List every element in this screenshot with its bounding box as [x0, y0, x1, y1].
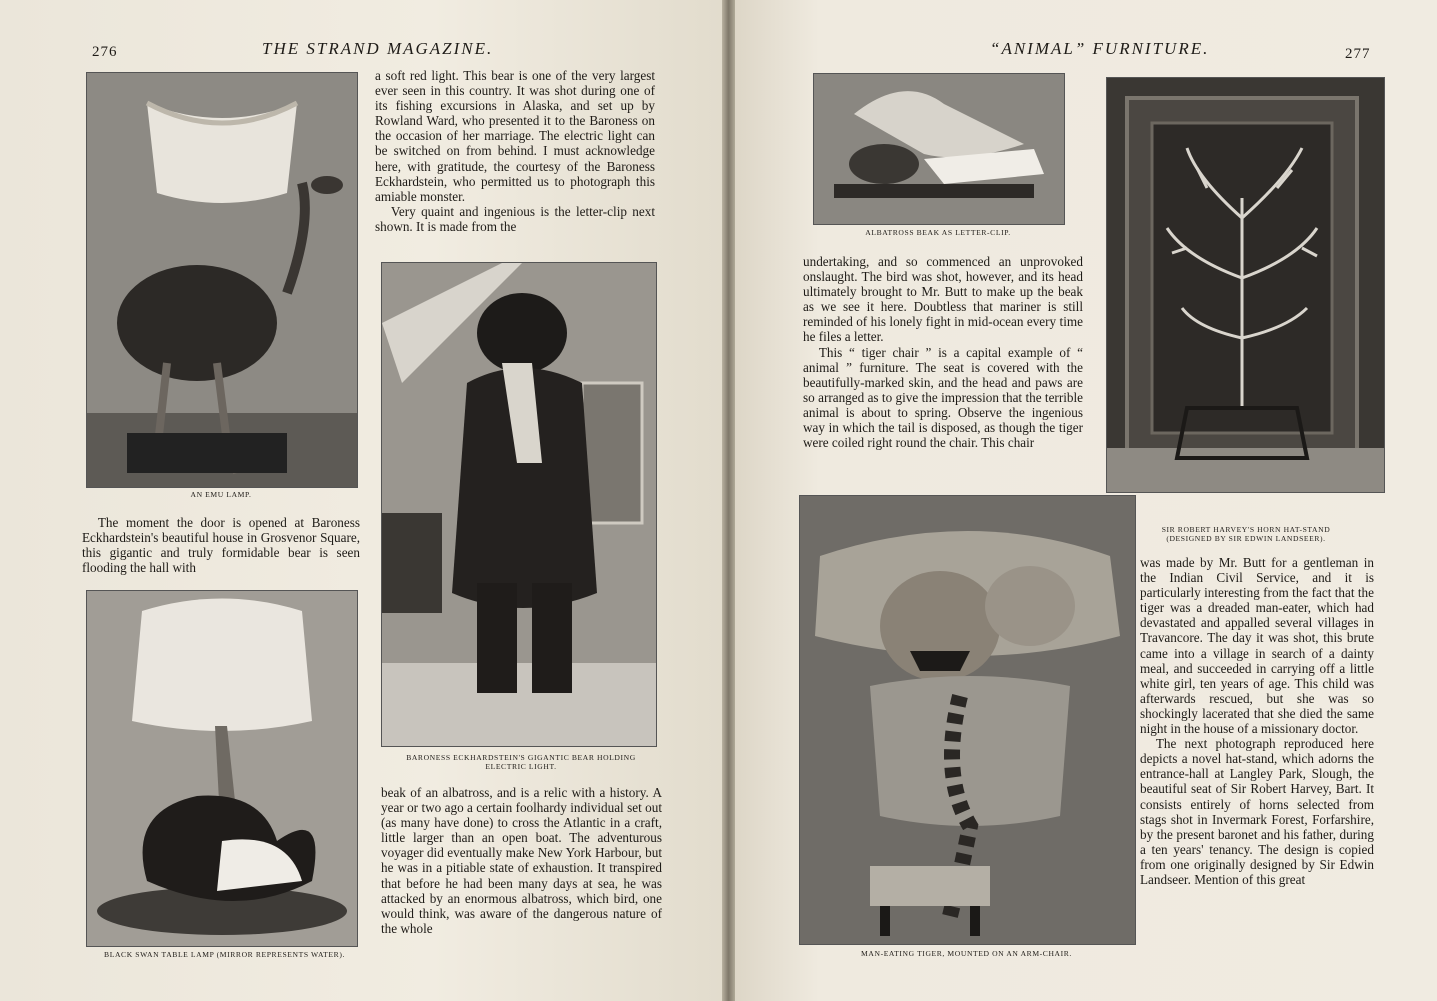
- emu-lamp-photo: [86, 72, 358, 488]
- left-column-text: [82, 515, 360, 575]
- bear-photo: [381, 262, 657, 747]
- bear-caption: [381, 753, 661, 771]
- black-swan-caption: BLACK SWAN TABLE LAMP (MIRROR REPRESENTS WATER).: [104, 950, 345, 959]
- right-page-right-column-text: [1140, 555, 1374, 887]
- black-swan-lamp-photo: [86, 590, 358, 947]
- right-column-top-text: [375, 68, 655, 234]
- right-page: [735, 0, 1437, 1001]
- page-number-right: 277: [1345, 46, 1371, 62]
- paragraph-hat-stand: The next photograph reproduced here depicts a novel hat-stand, which adorns the entrance-hall at Langley Park, Slough, the beautiful seat of Sir Robert Harvey, Bart. It consists entirely of horns selected from stags shot in Invermark Forest, Forfarshire, by the present baronet and his father, during a ten years' tenancy. The design is copied from one originally designed by Sir Edwin Landseer. Mention of this great: [1140, 736, 1374, 887]
- book-gutter: [722, 0, 735, 1001]
- right-page-left-column-text: [803, 254, 1083, 450]
- page-number-left: 276: [92, 44, 118, 60]
- paragraph-bear-intro: The moment the door is opened at Baroness Eckhardstein's beautiful house in Grosvenor Square, this gigantic and truly formidable bear is seen flooding the hall with: [82, 515, 360, 576]
- paragraph-bear-light: a soft red light. This bear is one of the very largest ever seen in this country. It was shot during one of its fishing excursions in Alaska, and set up by Rowland Ward, who presented it to the Baroness on the occasion of her marriage. The electric light can be switched on from behind. I must acknowledge here, with gratitude, the courtesy of the Baroness Eckhardstein, who permitted us to photograph this amiable monster.: [375, 68, 655, 204]
- horn-hat-stand-photo: [1106, 77, 1385, 493]
- tiger-chair-caption: MAN-EATING TIGER, MOUNTED ON AN ARM-CHAIR.: [861, 949, 1072, 958]
- tiger-chair-photo: [799, 495, 1136, 945]
- bear-caption-line2: ELECTRIC LIGHT.: [485, 762, 557, 771]
- paragraph-albatross-history: beak of an albatross, and is a relic with a history. A year or two ago a certain foolhardy individual set out (as many have done) to cross the Atlantic in a craft, little larger than an open boat. The adventurous voyager did eventually make New York Harbour, but he was in a pitiable state of exhaustion. It transpired that before he had been many days at sea, he was attacked by an enormous albatross, which bird, one would think, was aware of the dangerous nature of the whole: [381, 785, 662, 936]
- paragraph-letter-clip-intro: Very quaint and ingenious is the letter-clip next shown. It is made from the: [375, 203, 655, 234]
- running-head-left: THE STRAND MAGAZINE.: [262, 39, 494, 58]
- hat-stand-caption-line2: (DESIGNED BY SIR EDWIN LANDSEER).: [1166, 534, 1326, 543]
- paragraph-tiger-chair: This “ tiger chair ” is a capital example of “ animal ” furniture. The seat is covered with the beautifully-marked skin, and the head and paws are so arranged as to give the impression that the terrible animal is about to spring. Observe the ingenious way in which the tail is disposed, as though the tiger were coiled right round the chair. This chair: [803, 344, 1083, 451]
- right-column-bottom-text: [381, 785, 662, 936]
- running-head-right: “ANIMAL” FURNITURE.: [990, 39, 1210, 58]
- hat-stand-caption: [1106, 525, 1386, 543]
- albatross-caption: ALBATROSS BEAK AS LETTER-CLIP.: [865, 228, 1011, 237]
- albatross-beak-photo: [813, 73, 1065, 225]
- paragraph-tiger-history: was made by Mr. Butt for a gentleman in the Indian Civil Service, and it is particularly interesting from the fact that the tiger was a dreaded man-eater, which had devastated and appalled several villages in Travancore. The day it was shot, this brute came into a village in search of a dainty meal, and succeeded in carrying off a little white girl, ten years of age. This child was afterwards rescued, but she was so shockingly lacerated that she died the same night in the house of a missionary doctor.: [1140, 555, 1374, 737]
- paragraph-albatross-outcome: undertaking, and so commenced an unprovoked onslaught. The bird was shot, however, and its head ultimately brought to Mr. Butt to make up the beak as we see it here. Doubtless that mariner is still reminded of his lonely fight in mid-ocean every time he files a letter.: [803, 254, 1083, 345]
- emu-lamp-caption: AN EMU LAMP.: [190, 490, 252, 499]
- bear-caption-line1: BARONESS ECKHARDSTEIN'S GIGANTIC BEAR HOLDING: [406, 753, 636, 762]
- hat-stand-caption-line1: SIR ROBERT HARVEY'S HORN HAT-STAND: [1161, 525, 1331, 534]
